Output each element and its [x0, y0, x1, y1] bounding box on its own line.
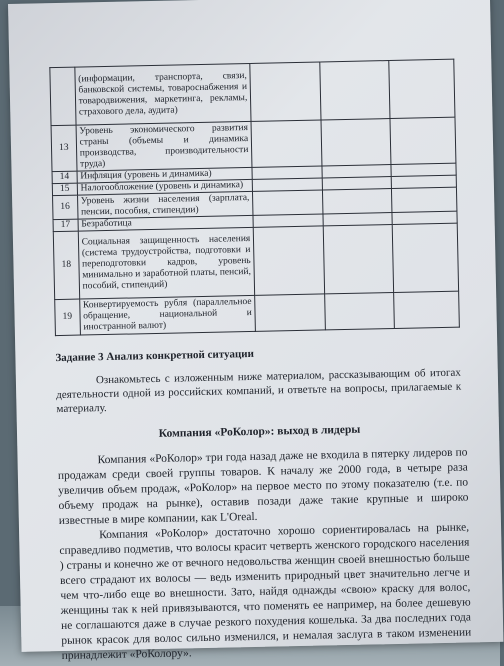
table-row — [50, 59, 455, 125]
case-paragraph-2: Компания «РоКолор» достаточно хорошо сориентировалась на рынке, справедливо подметив, что волосы красит четверть женского городского населения ) страны и конечно же от вечного недовольства женщин своей внешностью больше всего страдают их волосы — ведь изменить природный цвет значительно легче и чем что-либо еще во внешности. Зато, найдя однажды «свою» краску для волос, женщины так к ней привязываются, что поменять ее например, на более дешевую не соглашаются даже в случае резкого похудения кошелька. За два последних года рынок красок для волос сильно изменился, и немалая заслуга в таком изменении принадлежит «РоКолору». — [59, 521, 472, 663]
factors-table — [49, 59, 460, 336]
empty-cell — [250, 62, 321, 121]
row-text: Налогообложение (уровень и динамика) — [77, 179, 253, 195]
empty-cell — [324, 292, 394, 329]
row-number: 17 — [53, 219, 78, 232]
empty-cell — [392, 223, 458, 292]
document-page — [8, 0, 503, 663]
row-text: Конвертируемость рубля (параллельное обращение, национальной и иностранной валют) — [79, 295, 255, 335]
row-number: 15 — [52, 183, 77, 196]
page-content — [49, 58, 491, 664]
empty-cell — [255, 294, 325, 331]
case-paragraph-1: Компания «РоКолор» три года назад даже не входила в пятерку лидеров по продажам среди своей группы товаров. К началу же 2000 года, в четыре раза увеличив объем продаж, «РоКолор» на первое место по этому показателю (т.е. по объему продаж на рынке), оставив позади даже такие крупные и широко известные в мире компании, как L'Oreal. — [57, 446, 469, 528]
row-text: Социальная защищенность населения (система трудоустройства, подготовки и переподготовки кадров, уровень минимально и заработной платы, пенсий, пособий, стипендий) — [78, 227, 255, 299]
row-text: Инфляция (уровень и динамика) — [77, 167, 253, 183]
row-text: (информации, транспорта, связи, банковской системы, товароснабжения и товародвижения, маркетинга, рекламы, страхового дела, аудита) — [75, 63, 252, 125]
empty-cell — [320, 61, 391, 120]
row-text: Уровень жизни населения (зарплата, пенсии, пособия, стипендии) — [77, 191, 253, 219]
empty-cell — [321, 119, 391, 166]
task-intro: Ознакомьтесь с изложенным ниже материалом, рассказывающим об итогах деятельности одной из российских компаний, и ответьте на вопросы, прилагаемые к материалу. — [56, 366, 462, 416]
row-number: 18 — [53, 231, 79, 300]
row-text: Уровень экономического развития страны (объемы и динамика производства, производительности труда) — [76, 121, 253, 171]
empty-cell — [253, 226, 324, 295]
case-heading: Компания «РоКолор»: выход в лидеры — [158, 423, 361, 440]
row-number: 16 — [53, 195, 78, 220]
empty-cell — [322, 189, 392, 214]
table-row — [53, 223, 458, 299]
empty-cell — [394, 291, 459, 328]
row-number — [50, 67, 76, 126]
empty-cell — [251, 120, 321, 167]
empty-cell — [389, 59, 455, 118]
empty-cell — [392, 187, 457, 212]
empty-cell — [253, 190, 323, 215]
table-row — [55, 291, 460, 335]
empty-cell — [390, 117, 456, 164]
row-number: 13 — [51, 125, 77, 172]
empty-cell — [323, 224, 394, 293]
task-heading: Задание 3 Анализ конкретной ситуации — [55, 347, 255, 365]
row-number: 14 — [52, 171, 77, 184]
row-number: 19 — [55, 299, 80, 336]
row-text: Безработица — [78, 215, 254, 231]
